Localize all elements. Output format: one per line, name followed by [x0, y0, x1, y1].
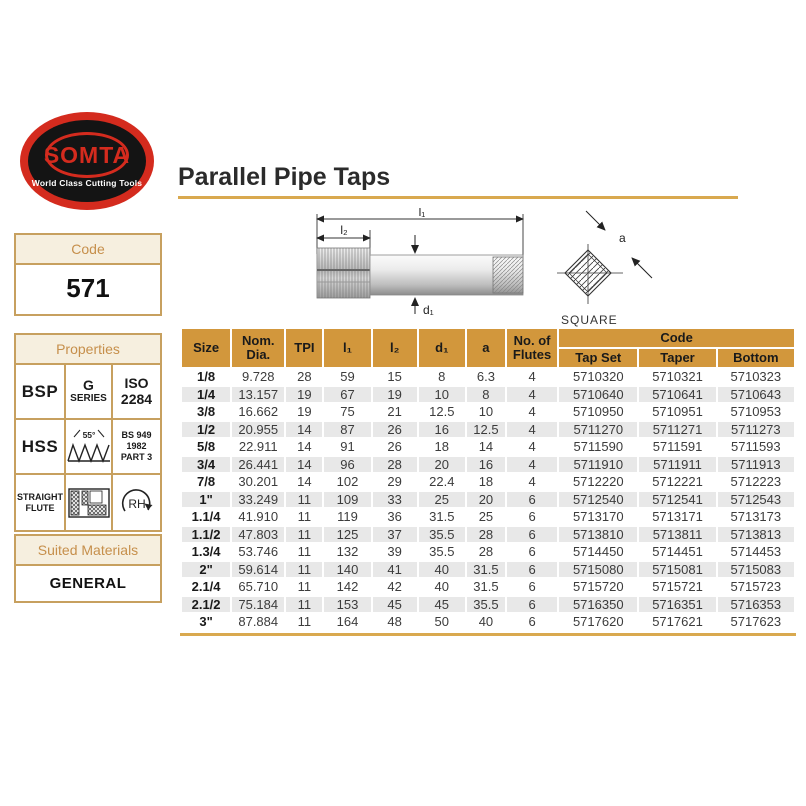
table-body — [182, 369, 794, 630]
cell-a: 25 — [478, 509, 494, 525]
cell-a: 20 — [467, 492, 505, 508]
cell-code-taper: 5711591 — [652, 439, 703, 455]
cell-l1: 75 — [340, 404, 355, 420]
cell-code-bottom: 5712543 — [718, 492, 794, 508]
properties-grid — [16, 365, 160, 530]
cell-a: 12.5 — [467, 422, 505, 438]
cell-d1: 35.5 — [419, 527, 465, 543]
cell-tpi: 14 — [297, 439, 312, 455]
page-title: Parallel Pipe Taps — [178, 163, 391, 191]
table-row — [182, 457, 794, 473]
table-bottom-rule — [180, 633, 796, 636]
cell-l2: 48 — [387, 614, 402, 630]
cell-tpi: 14 — [286, 457, 322, 473]
cell-a: 31.5 — [473, 579, 499, 595]
col-header-a: a — [467, 329, 505, 367]
cell-flutes: 4 — [528, 369, 536, 385]
cell-size: 3" — [199, 614, 213, 630]
cell-code-bottom: 5713813 — [718, 527, 794, 543]
cell-l1: 109 — [324, 492, 370, 508]
cell-nom-dia: 22.911 — [238, 439, 278, 455]
cell-nom-dia: 26.441 — [232, 457, 284, 473]
col-header-flutes: No. of Flutes — [507, 329, 557, 367]
cell-nom-dia: 16.662 — [238, 404, 279, 420]
col-header-code-group: Code — [559, 329, 794, 347]
thread-profile-icon — [66, 420, 113, 475]
cell-flutes: 4 — [507, 457, 557, 473]
cell-nom-dia: 41.910 — [238, 509, 279, 525]
cell-code-tap-set: 5717620 — [572, 614, 624, 630]
cell-size: 7/8 — [197, 474, 216, 490]
cell-code-taper: 5710641 — [639, 387, 715, 403]
cell-a: 18 — [478, 474, 494, 490]
cell-code-bottom: 5714453 — [730, 544, 782, 560]
cell-l2: 26 — [387, 439, 402, 455]
cell-tpi: 19 — [286, 387, 322, 403]
cell-l2: 29 — [387, 474, 402, 490]
cell-code-bottom: 5715083 — [718, 562, 794, 578]
cell-nom-dia: 33.249 — [232, 492, 284, 508]
cell-l1: 67 — [324, 387, 370, 403]
cell-d1: 45 — [419, 597, 465, 613]
col-header-l1: l₁ — [324, 329, 370, 367]
somta-logo — [20, 112, 154, 210]
table-row — [182, 422, 794, 438]
property-flute-type: STRAIGHT FLUTE — [16, 475, 66, 530]
cell-nom-dia: 75.184 — [232, 597, 284, 613]
cell-l2: 45 — [373, 597, 417, 613]
cell-size: 1" — [182, 492, 230, 508]
table-row — [182, 509, 794, 525]
cell-d1: 18 — [434, 439, 450, 455]
suited-materials-box — [14, 534, 162, 603]
cell-flutes: 6 — [507, 597, 557, 613]
cell-size: 3/4 — [182, 457, 230, 473]
cell-l2: 33 — [373, 492, 417, 508]
col-header-d1: d₁ — [419, 329, 465, 367]
dim-l2-label: l₂ — [340, 223, 348, 237]
cell-code-taper: 5710951 — [652, 404, 703, 420]
cell-l1: 153 — [324, 597, 370, 613]
cell-nom-dia: 47.803 — [232, 527, 284, 543]
cell-code-bottom: 5712223 — [730, 474, 782, 490]
col-header-taper: Taper — [639, 349, 715, 367]
cell-flutes: 6 — [507, 527, 557, 543]
cell-d1: 35.5 — [429, 544, 455, 560]
logo-inner-oval — [28, 120, 146, 202]
dim-l1-label: l₁ — [418, 208, 426, 219]
cell-size: 5/8 — [197, 439, 216, 455]
right-hand-icon — [113, 475, 160, 530]
cell-code-taper: 5713811 — [639, 527, 715, 543]
table-header — [182, 329, 794, 367]
cell-code-taper: 5715721 — [652, 579, 703, 595]
cell-code-tap-set: 5711910 — [559, 457, 637, 473]
cell-code-tap-set: 5716350 — [559, 597, 637, 613]
cell-a: 35.5 — [467, 597, 505, 613]
table-row — [182, 544, 794, 560]
cell-code-taper: 5710321 — [652, 369, 703, 385]
cell-size: 1.1/2 — [182, 527, 230, 543]
cell-code-tap-set: 5710950 — [572, 404, 624, 420]
thread-angle-label: 55° — [82, 429, 95, 440]
cell-tpi: 11 — [286, 527, 322, 543]
square-end-drawing — [557, 202, 692, 330]
cell-flutes: 6 — [528, 614, 536, 630]
cell-code-tap-set: 5713170 — [572, 509, 624, 525]
cell-code-tap-set: 5711270 — [559, 422, 637, 438]
cell-code-bottom: 5710953 — [730, 404, 782, 420]
property-spec: BS 949 1982 PART 3 — [113, 420, 160, 475]
cell-code-taper: 5714451 — [652, 544, 703, 560]
cell-nom-dia: 20.955 — [232, 422, 284, 438]
cell-a: 6.3 — [476, 369, 495, 385]
cell-l1: 164 — [336, 614, 359, 630]
dim-d1-label: d₁ — [423, 303, 434, 317]
property-iso: ISO 2284 — [113, 365, 160, 420]
logo-brand-ring — [45, 132, 129, 178]
cell-code-tap-set: 5712540 — [559, 492, 637, 508]
table-row — [182, 597, 794, 613]
cell-d1: 8 — [438, 369, 446, 385]
cell-d1: 50 — [434, 614, 450, 630]
cell-tpi: 11 — [297, 544, 312, 560]
cell-code-bottom: 5711593 — [730, 439, 781, 455]
cell-l2: 15 — [387, 369, 402, 385]
property-standard: BSP — [16, 365, 66, 420]
table-row — [182, 614, 794, 630]
cell-tpi: 11 — [286, 562, 322, 578]
cell-size: 1/4 — [182, 387, 230, 403]
cell-l1: 87 — [324, 422, 370, 438]
code-box — [14, 233, 162, 316]
cell-d1: 40 — [434, 579, 450, 595]
cell-code-tap-set: 5710320 — [572, 369, 624, 385]
table-row — [182, 562, 794, 578]
cell-code-tap-set: 5712220 — [572, 474, 624, 490]
cell-flutes: 6 — [528, 579, 536, 595]
cell-tpi: 14 — [297, 474, 312, 490]
cell-l1: 96 — [324, 457, 370, 473]
cell-code-tap-set: 5710640 — [559, 387, 637, 403]
col-header-size: Size — [182, 329, 230, 367]
cell-l2: 36 — [387, 509, 402, 525]
cell-flutes: 4 — [507, 422, 557, 438]
table-row — [182, 527, 794, 543]
cell-size: 3/8 — [197, 404, 216, 420]
property-series: G SERIES — [66, 365, 113, 420]
cell-size: 2.1/4 — [191, 579, 221, 595]
cell-d1: 40 — [419, 562, 465, 578]
cell-code-tap-set: 5713810 — [559, 527, 637, 543]
cell-flutes: 4 — [528, 474, 536, 490]
cell-size: 1/8 — [197, 369, 216, 385]
title-underline — [178, 196, 738, 199]
cell-nom-dia: 9.728 — [241, 369, 275, 385]
cell-size: 2.1/2 — [182, 597, 230, 613]
cell-d1: 10 — [419, 387, 465, 403]
flute-section-icon — [66, 475, 113, 530]
cell-d1: 22.4 — [429, 474, 455, 490]
cell-l1: 119 — [337, 509, 358, 525]
cell-code-bottom: 5715723 — [730, 579, 782, 595]
cell-l1: 125 — [324, 527, 370, 543]
table-row — [182, 492, 794, 508]
cell-code-bottom: 5716353 — [718, 597, 794, 613]
properties-box — [14, 333, 162, 532]
taps-table — [180, 327, 796, 632]
cell-code-bottom: 5711913 — [718, 457, 794, 473]
table-row — [182, 579, 794, 595]
cell-nom-dia: 87.884 — [238, 614, 279, 630]
cell-a: 28 — [467, 527, 505, 543]
cell-code-taper: 5711911 — [639, 457, 715, 473]
dim-a-label: a — [619, 231, 626, 245]
cell-l2: 41 — [373, 562, 417, 578]
cell-code-tap-set: 5711590 — [573, 439, 624, 455]
col-header-bottom: Bottom — [718, 349, 794, 367]
tap-dimension-drawing — [303, 208, 538, 320]
square-caption: SQUARE — [561, 313, 618, 327]
cell-l2: 39 — [387, 544, 402, 560]
cell-tpi: 11 — [297, 509, 312, 525]
cell-d1: 20 — [419, 457, 465, 473]
logo-tagline: World Class Cutting Tools — [31, 178, 143, 188]
cell-nom-dia: 53.746 — [238, 544, 279, 560]
code-box-header: Code — [16, 235, 160, 265]
cell-tpi: 19 — [297, 404, 312, 420]
cell-d1: 25 — [419, 492, 465, 508]
col-header-tpi: TPI — [286, 329, 322, 367]
cell-tpi: 11 — [286, 492, 322, 508]
cell-code-taper: 5712541 — [639, 492, 715, 508]
table-row — [182, 404, 794, 420]
logo-brand-text: SOMTA — [43, 141, 131, 168]
cell-code-taper: 5711271 — [639, 422, 715, 438]
cell-l2: 21 — [387, 404, 402, 420]
cell-code-tap-set: 5715080 — [559, 562, 637, 578]
cell-code-bottom: 5717623 — [730, 614, 782, 630]
cell-code-taper: 5712221 — [652, 474, 703, 490]
cell-d1: 16 — [419, 422, 465, 438]
cell-tpi: 11 — [297, 614, 312, 630]
cell-code-bottom: 5713173 — [730, 509, 782, 525]
cell-code-bottom: 5710643 — [718, 387, 794, 403]
cell-a: 10 — [478, 404, 494, 420]
cell-size: 2" — [182, 562, 230, 578]
cell-tpi: 11 — [286, 597, 322, 613]
code-value: 571 — [66, 273, 110, 303]
cell-code-tap-set: 5714450 — [572, 544, 624, 560]
cell-flutes: 6 — [528, 544, 536, 560]
cell-flutes: 6 — [507, 562, 557, 578]
table-row — [182, 474, 794, 490]
table-row — [182, 369, 794, 385]
cell-a: 31.5 — [467, 562, 505, 578]
cell-l1: 102 — [336, 474, 359, 490]
cell-a: 16 — [467, 457, 505, 473]
cell-flutes: 6 — [528, 509, 536, 525]
cell-flutes: 4 — [528, 439, 536, 455]
cell-code-bottom: 5711273 — [718, 422, 794, 438]
table-row — [182, 439, 794, 455]
cell-tpi: 14 — [286, 422, 322, 438]
suited-materials-value: GENERAL — [49, 575, 127, 592]
col-header-l2: l₂ — [373, 329, 417, 367]
cell-code-bottom: 5710323 — [730, 369, 782, 385]
cell-nom-dia: 59.614 — [232, 562, 284, 578]
cell-l2: 26 — [373, 422, 417, 438]
cell-code-taper: 5713171 — [652, 509, 703, 525]
cell-nom-dia: 30.201 — [238, 474, 279, 490]
cell-code-taper: 5716351 — [639, 597, 715, 613]
cell-tpi: 28 — [297, 369, 312, 385]
cell-flutes: 6 — [507, 492, 557, 508]
cell-d1: 12.5 — [429, 404, 455, 420]
cell-l2: 37 — [373, 527, 417, 543]
cell-tpi: 11 — [297, 579, 312, 595]
cell-l1: 59 — [340, 369, 355, 385]
cell-size: 1.3/4 — [191, 544, 221, 560]
cell-nom-dia: 65.710 — [238, 579, 279, 595]
cell-l1: 132 — [336, 544, 359, 560]
cell-a: 8 — [467, 387, 505, 403]
cell-l2: 28 — [373, 457, 417, 473]
cell-l1: 140 — [324, 562, 370, 578]
col-header-tap-set: Tap Set — [559, 349, 637, 367]
property-material: HSS — [16, 420, 66, 475]
hand-label: RH — [127, 496, 146, 511]
cell-flutes: 4 — [507, 387, 557, 403]
cell-l2: 42 — [387, 579, 402, 595]
cell-l1: 142 — [336, 579, 359, 595]
suited-materials-header: Suited Materials — [16, 536, 160, 566]
properties-box-header: Properties — [16, 335, 160, 365]
cell-a: 28 — [478, 544, 494, 560]
col-header-nom-dia: Nom. Dia. — [232, 329, 284, 367]
taps-table-wrap — [180, 327, 796, 636]
cell-size: 1.1/4 — [191, 509, 221, 525]
cell-a: 14 — [478, 439, 494, 455]
cell-code-tap-set: 5715720 — [572, 579, 624, 595]
cell-d1: 31.5 — [429, 509, 455, 525]
cell-code-taper: 5717621 — [652, 614, 703, 630]
cell-size: 1/2 — [182, 422, 230, 438]
cell-l1: 91 — [340, 439, 355, 455]
cell-flutes: 4 — [528, 404, 536, 420]
table-row — [182, 387, 794, 403]
cell-l2: 19 — [373, 387, 417, 403]
cell-a: 40 — [478, 614, 494, 630]
cell-nom-dia: 13.157 — [232, 387, 284, 403]
cell-code-taper: 5715081 — [639, 562, 715, 578]
